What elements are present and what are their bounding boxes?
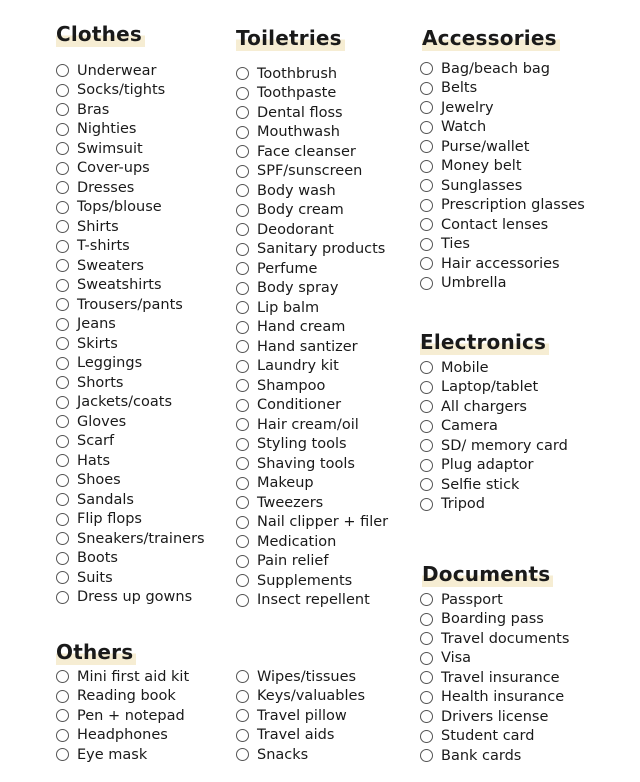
checklist-item[interactable]	[236, 706, 365, 726]
checklist-item-label: Watch	[441, 119, 487, 136]
checklist-item-label: Sneakers/trainers	[77, 530, 205, 547]
checklist-item-label: Snacks	[257, 746, 309, 763]
checkbox-circle-icon[interactable]	[56, 123, 69, 136]
checklist-item[interactable]	[236, 201, 388, 221]
checklist-item-label: Plug adaptor	[441, 457, 534, 474]
checkbox-circle-icon[interactable]	[420, 459, 433, 472]
checkbox-circle-icon[interactable]	[56, 474, 69, 487]
checkbox-circle-icon[interactable]	[56, 279, 69, 292]
checkbox-circle-icon[interactable]	[236, 223, 249, 236]
checklist-item-label: Headphones	[77, 727, 168, 744]
checklist-item-label: Sunglasses	[441, 177, 523, 194]
checklist-item-label: Shampoo	[257, 377, 326, 394]
checkbox-circle-icon[interactable]	[56, 162, 69, 175]
checklist-item-label: Cover-ups	[77, 160, 150, 177]
checkbox-circle-icon[interactable]	[56, 357, 69, 370]
checkbox-circle-icon[interactable]	[236, 340, 249, 353]
checklist-item-label: Leggings	[77, 355, 143, 372]
checklist-item-label: Ties	[441, 236, 470, 253]
checkbox-circle-icon[interactable]	[56, 259, 69, 272]
checklist-item[interactable]	[420, 649, 569, 669]
checklist-item[interactable]	[56, 256, 205, 276]
checklist-item-label: Jeans	[77, 316, 116, 333]
checklist-item-label: Bank cards	[441, 747, 522, 764]
checklist-item-label: Swimsuit	[77, 140, 143, 157]
clothes-list	[56, 61, 205, 607]
checklist-item-label: Laundry kit	[257, 358, 339, 375]
checklist-item[interactable]	[236, 259, 388, 279]
checklist-item-label: Drivers license	[441, 708, 549, 725]
checkbox-circle-icon[interactable]	[236, 748, 249, 761]
checkbox-circle-icon[interactable]	[420, 381, 433, 394]
checkbox-circle-icon[interactable]	[236, 516, 249, 529]
checklist-item[interactable]	[236, 726, 365, 746]
checkbox-circle-icon[interactable]	[236, 67, 249, 80]
checklist-item[interactable]	[236, 123, 388, 143]
checkbox-circle-icon[interactable]	[420, 420, 433, 433]
checklist-item[interactable]	[420, 79, 585, 99]
checklist-item-label: Dental floss	[257, 104, 343, 121]
checklist-item[interactable]	[420, 590, 569, 610]
checklist-item-label: Sweaters	[77, 257, 144, 274]
checkbox-circle-icon[interactable]	[420, 238, 433, 251]
checkbox-circle-icon[interactable]	[236, 360, 249, 373]
checklist-item[interactable]	[56, 276, 205, 296]
checklist-item[interactable]	[56, 354, 205, 374]
checklist-item-label: Umbrella	[441, 275, 507, 292]
checklist-item-label: Pain relief	[257, 553, 329, 570]
checklist-item[interactable]	[56, 100, 205, 120]
checklist-item[interactable]	[56, 120, 205, 140]
checklist-item-label: Perfume	[257, 260, 318, 277]
checklist-item-label: Jackets/coats	[77, 394, 173, 411]
checklist-item[interactable]	[420, 274, 585, 294]
checklist-item-label: Travel aids	[257, 727, 335, 744]
heading-others: Others	[56, 640, 136, 666]
checklist-item[interactable]	[420, 176, 585, 196]
checklist-item[interactable]	[236, 454, 388, 474]
checkbox-circle-icon[interactable]	[56, 298, 69, 311]
checklist-item-label: Boots	[77, 550, 118, 567]
checklist-item[interactable]	[56, 706, 189, 726]
checklist-item-label: Belts	[441, 80, 478, 97]
heading-accessories: Accessories	[422, 26, 560, 52]
checkbox-circle-icon[interactable]	[236, 496, 249, 509]
checklist-item-label: Keys/valuables	[257, 688, 366, 705]
checkbox-circle-icon[interactable]	[236, 729, 249, 742]
checkbox-circle-icon[interactable]	[236, 477, 249, 490]
checkbox-circle-icon[interactable]	[420, 730, 433, 743]
checklist-item[interactable]	[56, 687, 189, 707]
checklist-item-label: Socks/tights	[77, 82, 166, 99]
checklist-item[interactable]	[56, 529, 205, 549]
checkbox-circle-icon[interactable]	[56, 435, 69, 448]
checklist-item[interactable]	[236, 493, 388, 513]
checklist-item[interactable]	[56, 198, 205, 218]
checklist-item-label: SD/ memory card	[441, 437, 568, 454]
checkbox-circle-icon[interactable]	[56, 337, 69, 350]
checkbox-circle-icon[interactable]	[420, 498, 433, 511]
checklist-item[interactable]	[236, 84, 388, 104]
checklist-item-label: Selfie stick	[441, 476, 520, 493]
checklist-item[interactable]	[56, 178, 205, 198]
checklist-item[interactable]	[420, 378, 568, 398]
checklist-item-label: Eye mask	[77, 746, 148, 763]
checklist-item[interactable]	[56, 373, 205, 393]
checkbox-circle-icon[interactable]	[420, 257, 433, 270]
checklist-item-label: Hair accessories	[441, 255, 560, 272]
checkbox-circle-icon[interactable]	[56, 84, 69, 97]
checklist-item[interactable]	[56, 745, 189, 765]
heading-electronics: Electronics	[420, 330, 549, 356]
checklist-item[interactable]	[236, 513, 388, 533]
checkbox-circle-icon[interactable]	[56, 396, 69, 409]
checkbox-circle-icon[interactable]	[56, 670, 69, 683]
checklist-item-label: Sanitary products	[257, 241, 386, 258]
checklist-item-label: Laptop/tablet	[441, 379, 539, 396]
checkbox-circle-icon[interactable]	[420, 361, 433, 374]
checklist-item[interactable]	[56, 217, 205, 237]
checklist-item[interactable]	[56, 726, 189, 746]
checklist-item[interactable]	[420, 196, 585, 216]
checklist-item[interactable]	[236, 337, 388, 357]
checklist-item-label: All chargers	[441, 398, 527, 415]
checkbox-circle-icon[interactable]	[236, 126, 249, 139]
checklist-item[interactable]	[420, 417, 568, 437]
checkbox-circle-icon[interactable]	[236, 301, 249, 314]
checklist-item[interactable]	[56, 81, 205, 101]
checklist-item-label: Dresses	[77, 179, 135, 196]
checklist-item[interactable]	[236, 571, 388, 591]
checklist-item-label: Makeup	[257, 475, 314, 492]
checklist-item-label: Contact lenses	[441, 216, 549, 233]
documents-list	[420, 590, 569, 766]
checkbox-circle-icon[interactable]	[236, 204, 249, 217]
checklist-item[interactable]	[420, 707, 569, 727]
checkbox-circle-icon[interactable]	[420, 593, 433, 606]
checklist-item-label: Money belt	[441, 158, 522, 175]
checkbox-circle-icon[interactable]	[236, 438, 249, 451]
accessories-list	[420, 59, 585, 293]
checkbox-circle-icon[interactable]	[420, 179, 433, 192]
checklist-item-label: Gloves	[77, 413, 127, 430]
checkbox-circle-icon[interactable]	[420, 632, 433, 645]
checkbox-circle-icon[interactable]	[236, 418, 249, 431]
checklist-item-label: Toothbrush	[257, 65, 338, 82]
checklist-item-label: Supplements	[257, 572, 353, 589]
checkbox-circle-icon[interactable]	[236, 709, 249, 722]
checkbox-circle-icon[interactable]	[56, 103, 69, 116]
checklist-item[interactable]	[420, 436, 568, 456]
checkbox-circle-icon[interactable]	[236, 282, 249, 295]
checkbox-circle-icon[interactable]	[236, 457, 249, 470]
checklist-item[interactable]	[420, 629, 569, 649]
checklist-item-label: Underwear	[77, 62, 157, 79]
checklist-item[interactable]	[420, 668, 569, 688]
checklist-item[interactable]	[56, 237, 205, 257]
heading-toiletries: Toiletries	[236, 26, 345, 52]
checklist-item[interactable]	[56, 588, 205, 608]
checklist-item[interactable]	[236, 298, 388, 318]
checklist-item-label: Scarf	[77, 433, 115, 450]
checkbox-circle-icon[interactable]	[56, 201, 69, 214]
checkbox-circle-icon[interactable]	[420, 691, 433, 704]
checkbox-circle-icon[interactable]	[56, 532, 69, 545]
checkbox-circle-icon[interactable]	[56, 64, 69, 77]
checklist-item[interactable]	[236, 667, 365, 687]
checklist-item-label: Shoes	[77, 472, 121, 489]
checklist-item-label: Travel documents	[441, 630, 570, 647]
checklist-item[interactable]	[420, 254, 585, 274]
checklist-item[interactable]	[420, 59, 585, 79]
checkbox-circle-icon[interactable]	[420, 439, 433, 452]
checklist-item-label: Student card	[441, 728, 535, 745]
checkbox-circle-icon[interactable]	[420, 160, 433, 173]
checklist-item-label: Tweezers	[257, 494, 324, 511]
checklist-item[interactable]	[420, 98, 585, 118]
checkbox-circle-icon[interactable]	[56, 454, 69, 467]
checklist-item-label: Flip flops	[77, 511, 142, 528]
checklist-item[interactable]	[56, 549, 205, 569]
checkbox-circle-icon[interactable]	[236, 690, 249, 703]
heading-clothes: Clothes	[56, 22, 145, 48]
checkbox-circle-icon[interactable]	[236, 670, 249, 683]
checklist-item-label: Face cleanser	[257, 143, 356, 160]
checklist-item[interactable]	[56, 568, 205, 588]
checklist-item-label: Tripod	[441, 496, 485, 513]
checklist-item-label: Wipes/tissues	[257, 668, 357, 685]
checkbox-circle-icon[interactable]	[56, 415, 69, 428]
checklist-item[interactable]	[420, 475, 568, 495]
checkbox-circle-icon[interactable]	[56, 591, 69, 604]
checkbox-circle-icon[interactable]	[56, 220, 69, 233]
checkbox-circle-icon[interactable]	[236, 555, 249, 568]
checklist-item[interactable]	[56, 393, 205, 413]
checklist-item[interactable]	[420, 137, 585, 157]
checkbox-circle-icon[interactable]	[56, 571, 69, 584]
checklist-item-label: Hand santizer	[257, 338, 358, 355]
checklist-item-label: Toothpaste	[257, 85, 337, 102]
checklist-item-label: Prescription glasses	[441, 197, 585, 214]
checklist-item[interactable]	[236, 162, 388, 182]
checklist-item-label: Nail clipper + filer	[257, 514, 389, 531]
checkbox-circle-icon[interactable]	[420, 277, 433, 290]
checklist-item-label: Boarding pass	[441, 611, 544, 628]
checkbox-circle-icon[interactable]	[236, 574, 249, 587]
checklist-item-label: Jewelry	[441, 99, 494, 116]
checklist-item-label: Sandals	[77, 491, 134, 508]
checklist-item[interactable]	[420, 610, 569, 630]
checkbox-circle-icon[interactable]	[236, 243, 249, 256]
checklist-item-label: Lip balm	[257, 299, 320, 316]
checkbox-circle-icon[interactable]	[420, 62, 433, 75]
checklist-item[interactable]	[420, 397, 568, 417]
checkbox-circle-icon[interactable]	[56, 376, 69, 389]
checklist-item-label: Sweatshirts	[77, 277, 162, 294]
checkbox-circle-icon[interactable]	[56, 142, 69, 155]
checklist-item[interactable]	[56, 451, 205, 471]
checklist-item-label: Body spray	[257, 280, 339, 297]
heading-documents: Documents	[422, 562, 553, 588]
checklist-item[interactable]	[56, 315, 205, 335]
checklist-item[interactable]	[236, 591, 388, 611]
checklist-item[interactable]	[236, 396, 388, 416]
checklist-item-label: Suits	[77, 569, 113, 586]
checklist-item-label: Travel pillow	[257, 707, 347, 724]
checkbox-circle-icon[interactable]	[56, 493, 69, 506]
checkbox-circle-icon[interactable]	[420, 101, 433, 114]
checklist-item[interactable]	[236, 103, 388, 123]
checkbox-circle-icon[interactable]	[236, 594, 249, 607]
checklist-item[interactable]	[56, 490, 205, 510]
checklist-item-label: Reading book	[77, 688, 176, 705]
checklist-item[interactable]	[236, 435, 388, 455]
checklist-item[interactable]	[236, 240, 388, 260]
checklist-item-label: Styling tools	[257, 436, 347, 453]
checkbox-circle-icon[interactable]	[420, 121, 433, 134]
checklist-item[interactable]	[236, 474, 388, 494]
checklist-item[interactable]	[420, 235, 585, 255]
checkbox-circle-icon[interactable]	[56, 709, 69, 722]
checklist-item-label: Hats	[77, 452, 111, 469]
checklist-item-label: Bras	[77, 101, 110, 118]
checklist-item[interactable]	[420, 495, 568, 515]
checklist-item[interactable]	[236, 64, 388, 84]
checkbox-circle-icon[interactable]	[236, 379, 249, 392]
checklist-item-label: Shaving tools	[257, 455, 355, 472]
checklist-item[interactable]	[236, 220, 388, 240]
checklist-item-label: Conditioner	[257, 397, 342, 414]
checklist-item-label: Skirts	[77, 335, 118, 352]
checklist-item[interactable]	[236, 142, 388, 162]
checklist-item[interactable]	[420, 358, 568, 378]
checkbox-circle-icon[interactable]	[236, 399, 249, 412]
checklist-item-label: Health insurance	[441, 689, 565, 706]
checklist-item-label: Travel insurance	[441, 669, 560, 686]
checklist-item[interactable]	[420, 727, 569, 747]
checkbox-circle-icon[interactable]	[420, 218, 433, 231]
checklist-item[interactable]	[56, 510, 205, 530]
checklist-item[interactable]	[56, 667, 189, 687]
checkbox-circle-icon[interactable]	[236, 262, 249, 275]
checkbox-circle-icon[interactable]	[420, 140, 433, 153]
checklist-item-label: Purse/wallet	[441, 138, 530, 155]
checklist-item-label: Shorts	[77, 374, 124, 391]
checkbox-circle-icon[interactable]	[56, 690, 69, 703]
checklist-item[interactable]	[236, 318, 388, 338]
checkbox-circle-icon[interactable]	[56, 181, 69, 194]
checklist-item-label: Passport	[441, 591, 503, 608]
checklist-item[interactable]	[420, 688, 569, 708]
checkbox-circle-icon[interactable]	[56, 513, 69, 526]
checkbox-circle-icon[interactable]	[420, 199, 433, 212]
checklist-item[interactable]	[236, 687, 365, 707]
checklist-item-label: Body wash	[257, 182, 336, 199]
checklist-item[interactable]	[236, 357, 388, 377]
checkbox-circle-icon[interactable]	[420, 671, 433, 684]
checklist-item[interactable]	[56, 432, 205, 452]
checklist-item-label: Camera	[441, 418, 498, 435]
checkbox-circle-icon[interactable]	[420, 400, 433, 413]
checklist-item-label: Nighties	[77, 121, 137, 138]
checklist-item[interactable]	[420, 746, 569, 766]
checklist-item-label: Pen + notepad	[77, 707, 185, 724]
electronics-list	[420, 358, 568, 514]
checkbox-circle-icon[interactable]	[236, 535, 249, 548]
checklist-item-label: Insect repellent	[257, 592, 370, 609]
checklist-item[interactable]	[420, 118, 585, 138]
checkbox-circle-icon[interactable]	[236, 87, 249, 100]
toiletries-list	[236, 64, 388, 610]
checklist-item[interactable]	[236, 376, 388, 396]
checklist-item[interactable]	[56, 159, 205, 179]
checkbox-circle-icon[interactable]	[420, 478, 433, 491]
others-list-col1	[56, 667, 189, 765]
checklist-item-label: Bag/beach bag	[441, 60, 550, 77]
checkbox-circle-icon[interactable]	[236, 106, 249, 119]
checkbox-circle-icon[interactable]	[420, 749, 433, 762]
checklist-item-label: Hair cream/oil	[257, 416, 359, 433]
checklist-item-label: Mouthwash	[257, 124, 340, 141]
checklist-item[interactable]	[56, 61, 205, 81]
checklist-item[interactable]	[420, 215, 585, 235]
checklist-item-label: Mini first aid kit	[77, 668, 190, 685]
checklist-item[interactable]	[236, 415, 388, 435]
checklist-item[interactable]	[236, 279, 388, 299]
checklist-item-label: Deodorant	[257, 221, 334, 238]
checkbox-circle-icon[interactable]	[236, 165, 249, 178]
checklist-item-label: Shirts	[77, 218, 119, 235]
checklist-item-label: SPF/sunscreen	[257, 163, 363, 180]
checkbox-circle-icon[interactable]	[236, 321, 249, 334]
checklist-item-label: Body cream	[257, 202, 344, 219]
checkbox-circle-icon[interactable]	[420, 82, 433, 95]
checklist-item[interactable]	[56, 334, 205, 354]
checklist-item[interactable]	[236, 181, 388, 201]
checkbox-circle-icon[interactable]	[420, 613, 433, 626]
checklist-item-label: T-shirts	[77, 238, 130, 255]
checklist-item[interactable]	[236, 552, 388, 572]
checklist-item[interactable]	[236, 532, 388, 552]
checklist-item[interactable]	[56, 412, 205, 432]
checklist-item-label: Mobile	[441, 359, 489, 376]
checkbox-circle-icon[interactable]	[56, 729, 69, 742]
checklist-item[interactable]	[420, 157, 585, 177]
checklist-item-label: Tops/blouse	[77, 199, 162, 216]
checkbox-circle-icon[interactable]	[420, 710, 433, 723]
checklist-item[interactable]	[420, 456, 568, 476]
checklist-item[interactable]	[236, 745, 365, 765]
checkbox-circle-icon[interactable]	[56, 748, 69, 761]
checklist-item-label: Hand cream	[257, 319, 346, 336]
checkbox-circle-icon[interactable]	[56, 552, 69, 565]
checkbox-circle-icon[interactable]	[236, 145, 249, 158]
checklist-item-label: Medication	[257, 533, 337, 550]
checklist-item-label: Trousers/pants	[77, 296, 183, 313]
checklist-item[interactable]	[56, 139, 205, 159]
checkbox-circle-icon[interactable]	[420, 652, 433, 665]
checklist-item-label: Dress up gowns	[77, 589, 193, 606]
checkbox-circle-icon[interactable]	[56, 240, 69, 253]
checklist-item[interactable]	[56, 295, 205, 315]
others-list-col2	[236, 667, 365, 765]
checklist-item-label: Visa	[441, 650, 472, 667]
checkbox-circle-icon[interactable]	[56, 318, 69, 331]
checklist-item[interactable]	[56, 471, 205, 491]
checkbox-circle-icon[interactable]	[236, 184, 249, 197]
